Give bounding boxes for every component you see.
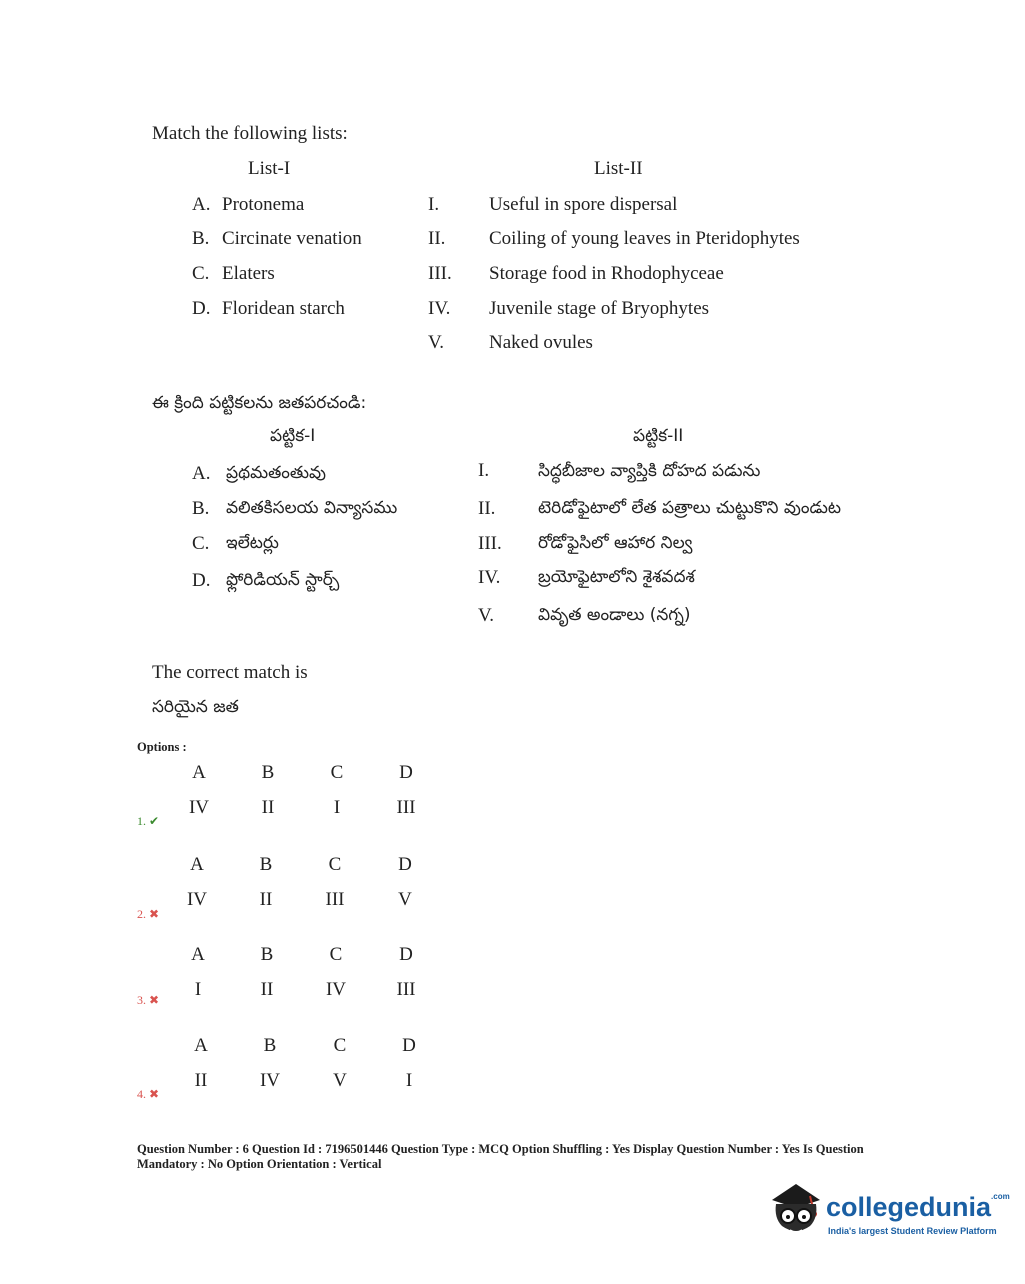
option-header: B bbox=[259, 854, 273, 875]
list2-en-num: II. bbox=[428, 228, 446, 249]
cross-icon: ✖ bbox=[149, 993, 160, 1007]
list2-en-item: Juvenile stage of Bryophytes bbox=[489, 298, 710, 319]
option-4[interactable] bbox=[137, 1087, 159, 1102]
option-header: A bbox=[191, 944, 205, 965]
list1-te-item: ప్రథమతంతువు bbox=[226, 463, 326, 483]
option-value: II bbox=[260, 979, 274, 1000]
list1-en-item: Floridean starch bbox=[222, 298, 345, 319]
option-header: B bbox=[261, 762, 275, 783]
question-meta-line2: Mandatory : No Option Orientation : Vertical bbox=[137, 1157, 382, 1171]
option-value: V bbox=[333, 1070, 347, 1091]
option-header: A bbox=[190, 854, 204, 875]
list2-te-num: IV. bbox=[478, 567, 501, 588]
list1-en-letter: D. bbox=[192, 298, 211, 319]
list2-te-num: V. bbox=[478, 605, 495, 626]
list1-en-letter: A. bbox=[192, 194, 211, 215]
list1-en-item: Elaters bbox=[222, 263, 275, 284]
list1-en-item: Circinate venation bbox=[222, 228, 362, 249]
option-header: C bbox=[330, 762, 344, 783]
question-meta bbox=[137, 1142, 917, 1172]
list2-te-num: I. bbox=[478, 460, 490, 481]
option-value: II bbox=[259, 889, 273, 910]
cross-icon: ✖ bbox=[149, 907, 160, 921]
list2-title-te: పట్టిక-II bbox=[633, 426, 684, 446]
list2-te-item: బ్రయోఫైటాలోని శైశవదశ bbox=[538, 567, 695, 587]
cross-icon: ✖ bbox=[149, 1087, 160, 1101]
option-header: D bbox=[399, 762, 413, 783]
list2-en-item: Storage food in Rhodophyceae bbox=[489, 263, 724, 284]
option-value: III bbox=[396, 797, 416, 818]
option-header: C bbox=[329, 944, 343, 965]
option-value: IV bbox=[325, 979, 347, 1000]
option-value: IV bbox=[259, 1070, 281, 1091]
list2-te-item: రోడోఫైసిలో ఆహార నిల్వ bbox=[538, 533, 693, 553]
option-value: II bbox=[261, 797, 275, 818]
option-value: I bbox=[405, 1070, 413, 1091]
list1-te-letter: A. bbox=[192, 463, 211, 484]
list2-te-num: II. bbox=[478, 498, 496, 519]
list2-en-num: V. bbox=[428, 332, 445, 353]
list1-te-item: ఫ్లోరిడియన్ స్టార్చ్ bbox=[226, 570, 340, 590]
list2-en-item: Coiling of young leaves in Pteridophytes bbox=[489, 228, 800, 249]
logo-tagline: India's largest Student Review Platform bbox=[828, 1226, 997, 1236]
list1-te-letter: C. bbox=[192, 533, 210, 554]
list2-te-num: III. bbox=[478, 533, 502, 554]
question-prompt-te: ఈ క్రింది పట్టికలను జతపరచండి: bbox=[152, 393, 367, 413]
list2-te-item: టెరిడోఫైటాలో లేత పత్రాలు చుట్టుకొని వుండుట bbox=[538, 498, 842, 518]
list2-en-item: Useful in spore dispersal bbox=[489, 194, 678, 215]
option-header: D bbox=[402, 1035, 416, 1056]
option-value: IV bbox=[188, 797, 210, 818]
question-prompt-en: Match the following lists: bbox=[152, 123, 348, 144]
option-value: III bbox=[325, 889, 345, 910]
list1-en-letter: C. bbox=[192, 263, 210, 284]
option-value: I bbox=[194, 979, 202, 1000]
list2-te-item: వివృత అండాలు (నగ్న) bbox=[538, 605, 691, 625]
option-header: A bbox=[192, 762, 206, 783]
list2-en-num: III. bbox=[428, 263, 452, 284]
option-value: I bbox=[333, 797, 341, 818]
collegedunia-logo[interactable] bbox=[766, 1178, 1010, 1248]
list1-te-item: ఇలేటర్లు bbox=[226, 533, 279, 553]
option-header: B bbox=[260, 944, 274, 965]
option-value: IV bbox=[186, 889, 208, 910]
option-number: 4. bbox=[137, 1087, 146, 1101]
option-header: D bbox=[398, 854, 412, 875]
option-number: 3. bbox=[137, 993, 146, 1007]
option-header: D bbox=[399, 944, 413, 965]
list1-title-te: పట్టిక-I bbox=[270, 426, 316, 446]
options-label: Options : bbox=[137, 740, 187, 754]
check-icon: ✔ bbox=[149, 814, 160, 828]
list2-en-num: I. bbox=[428, 194, 440, 215]
student-mascot-icon bbox=[766, 1178, 824, 1242]
option-header: C bbox=[328, 854, 342, 875]
option-3[interactable] bbox=[137, 993, 159, 1008]
list2-en-num: IV. bbox=[428, 298, 451, 319]
list1-te-letter: B. bbox=[192, 498, 210, 519]
list2-en-item: Naked ovules bbox=[489, 332, 593, 353]
list1-en-letter: B. bbox=[192, 228, 210, 249]
option-header: B bbox=[263, 1035, 277, 1056]
answer-prompt-en: The correct match is bbox=[152, 662, 308, 683]
option-header: A bbox=[194, 1035, 208, 1056]
logo-wordmark: collegedunia$^{.com}$ bbox=[826, 1192, 1010, 1222]
option-2[interactable] bbox=[137, 907, 159, 922]
option-number: 2. bbox=[137, 907, 146, 921]
list2-te-item: సిద్ధబీజాల వ్యాప్తికి దోహద పడును bbox=[538, 461, 761, 481]
answer-prompt-te: సరియైన జత bbox=[152, 697, 239, 717]
option-header: C bbox=[333, 1035, 347, 1056]
list1-te-letter: D. bbox=[192, 570, 211, 591]
list2-title-en: List-II bbox=[594, 158, 643, 179]
option-1[interactable] bbox=[137, 814, 159, 829]
option-value: III bbox=[396, 979, 416, 1000]
question-meta-line1: Question Number : 6 Question Id : 7196501446 Question Type : MCQ Option Shuffling : Yes Display Question Number : Yes Is Question bbox=[137, 1142, 864, 1156]
option-value: V bbox=[398, 889, 412, 910]
option-number: 1. bbox=[137, 814, 146, 828]
list1-title-en: List-I bbox=[248, 158, 291, 179]
list1-en-item: Protonema bbox=[222, 194, 305, 215]
option-value: II bbox=[194, 1070, 208, 1091]
list1-te-item: వలితకిసలయ విన్యాసము bbox=[226, 498, 398, 518]
